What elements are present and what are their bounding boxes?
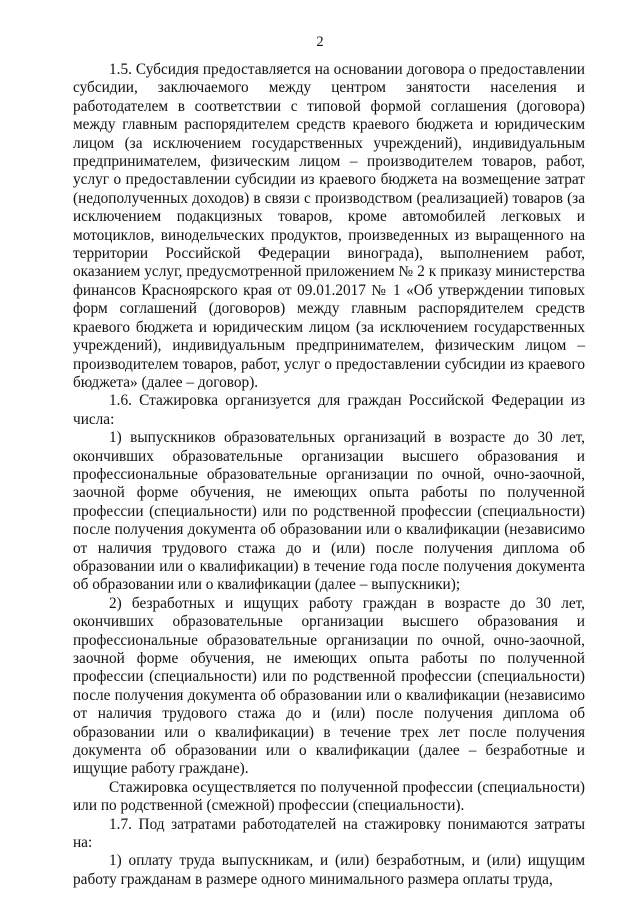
paragraph-1-7-item-1: 1) оплату труда выпускникам, и (или) безработным, и (или) ищущим работу гражданам в размере одного минимального размера оплаты труда,	[73, 852, 585, 888]
paragraph-1-6-item-2: 2) безработных и ищущих работу граждан в возрасте до 30 лет, окончивших образовательные организации высшего образования и профессиональные образовательные организации по очной, очно-заочной, заочной форме обучения, не имеющих опыта работы по полученной профессии (специальности) или по родственной профессии (специальности) после получения документа об образовании или о квалификации (независимо от наличия трудового стажа до и (или) после получения диплома об образовании или о квалификации) в течение трех лет после получения документа об образовании или о квалификации (далее – безработные и ищущие работу граждане).	[73, 594, 585, 778]
paragraph-1-5: 1.5. Субсидия предоставляется на основании договора о предоставлении субсидии, заключаемого между центром занятости населения и работодателем в соответствии с типовой формой соглашения (договора) между главным распорядителем средств краевого бюджета и юридическим лицом (за исключением государственных учреждений), индивидуальным предпринимателем, физическим лицом – производителем товаров, работ, услуг о предоставлении субсидии из краевого бюджета на возмещение затрат (недополученных доходов) в связи с производством (реализацией) товаров (за исключением подакцизных товаров, кроме автомобилей легковых и мотоциклов, винодельческих продуктов, произведенных из выращенного на территории Российской Федерации винограда), выполнением работ, оказанием услуг, предусмотренной приложением № 2 к приказу министерства финансов Красноярского края от 09.01.2017 № 1 «Об утверждении типовых форм соглашений (договоров) между главным распорядителем средств краевого бюджета и юридическим лицом (за исключением государственных учреждений), индивидуальным предпринимателем, физическим лицом – производителем товаров, работ, услуг о предоставлении субсидии из краевого бюджета» (далее – договор).	[73, 61, 585, 391]
paragraph-1-7: 1.7. Под затратами работодателей на стажировку понимаются затраты на:	[73, 815, 585, 852]
paragraph-internship-scope: Стажировка осуществляется по полученной профессии (специальности) или по родственной (смежной) профессии (специальности).	[73, 778, 585, 815]
document-body	[73, 61, 585, 889]
paragraph-1-6: 1.6. Стажировка организуется для граждан Российской Федерации из числа:	[73, 392, 585, 428]
paragraph-1-6-item-1: 1) выпускников образовательных организаций в возрасте до 30 лет, окончивших образовательные организации высшего образования и профессиональные образовательные организации по очной, очно-заочной, заочной форме обучения, не имеющих опыта работы по полученной профессии (специальности) или по родственной профессии (специальности) после получения документа об образовании или о квалификации (независимо от наличия трудового стажа до и (или) после получения диплома об образовании или о квалификации) в течение года после получения документа об образовании или о квалификации (далее – выпускники);	[73, 429, 585, 594]
page-number: 2	[316, 34, 324, 50]
